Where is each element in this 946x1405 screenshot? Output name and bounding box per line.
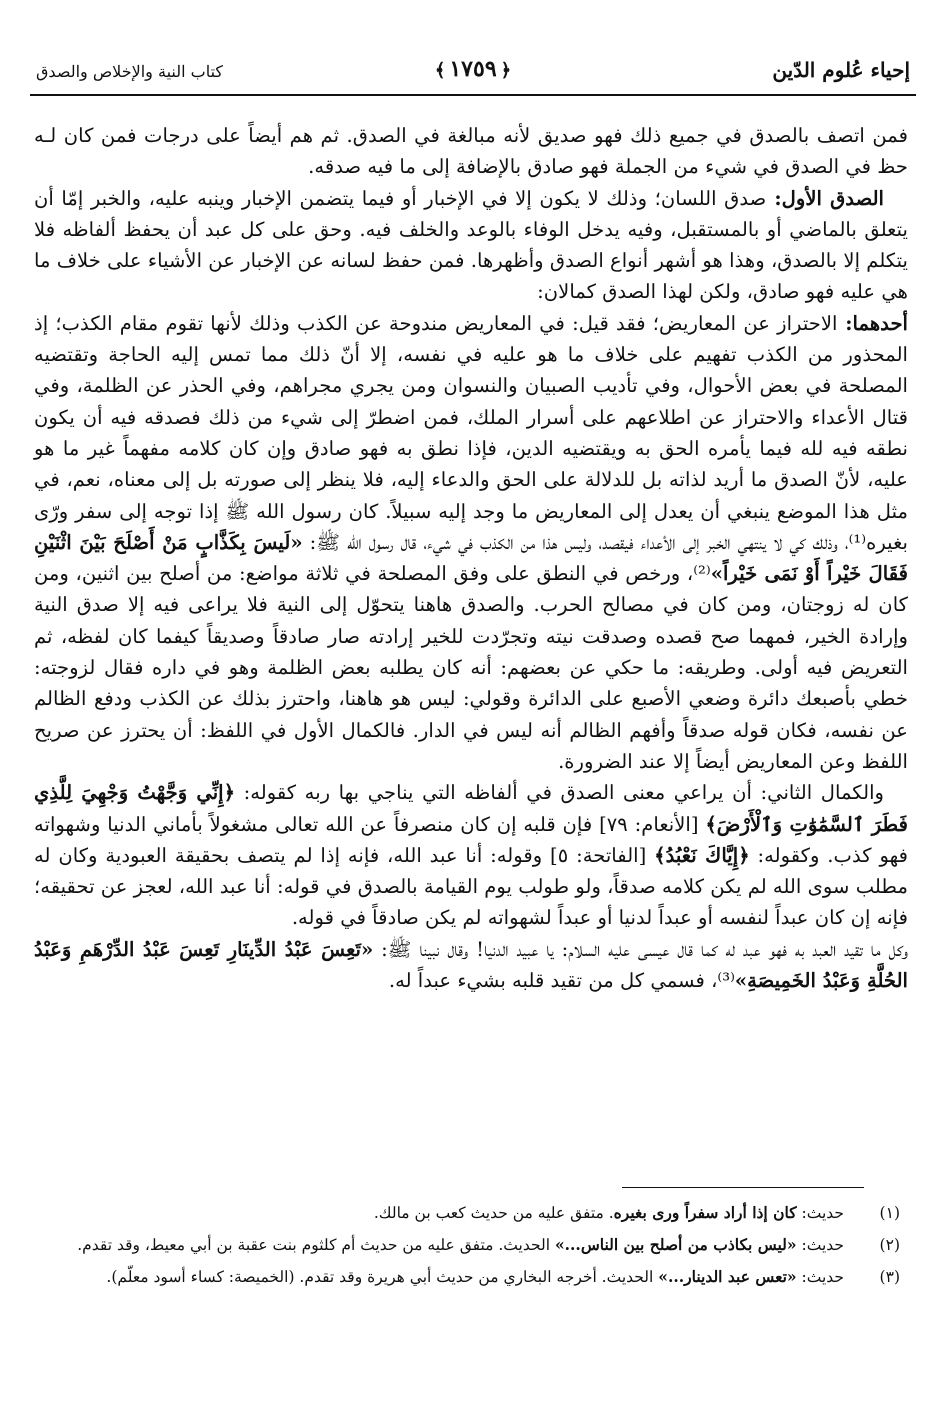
footnotes [30,1200,902,1296]
running-header [30,52,916,96]
footnote: (٢) حديث: «ليس بكاذب من أصلح بين الناس...» الحديث. متفق عليه من حديث أم كلثوم بنت عقبة بن أبي معيط، وقد تقدم. [77,1235,900,1254]
ornament-right: ﴿ [500,60,512,81]
heading-inline: الصدق الأول: [766,186,884,210]
chapter-title: كتاب النية والإخلاص والصدق [36,62,224,81]
heading-inline: أحدهما: [837,311,908,335]
main-text [34,120,908,996]
paragraph: وكل ما تقيد العبد به فهو عبد له كما قال عيسى عليه السلام: يا عبيد الدنيا! وقال نبينا ﷺ: «تَعِسَ عَبْدُ الدِّينَارِ تَعِسَ عَبْدُ الدِّرْهَمِ وَعَبْدُ الحُلَّةِ وَعَبْدُ الخَمِيصَةِ»⁽³⁾، فسمي كل من تقيد قلبه بشيء عبداً له. [34,937,908,993]
paragraph: والكمال الثاني: أن يراعي معنى الصدق في ألفاظه التي يناجي بها ربه كقوله: ﴿إِنِّي وَجَّهْتُ وَجْهِيَ لِلَّذِي فَطَرَ ٱلسَّمَٰوَٰتِ وَٱلْأَرْضَ﴾ [الأنعام: ٧٩] فإن قلبه إن كان منصرفاً عن الله تعالى مشغولاً بأماني الدنيا وشهواته فهو كذب. وكقوله: ﴿إِيَّاكَ نَعْبُدُ﴾ [الفاتحة: ٥] وقوله: أنا عبد الله، فإنه إذا لم يتصف بحقيقة العبودية وكان له مطلب سوى الله لم يكن كلامه صدقاً، ولو طولب يوم القيامة بالصدق في قوله: أنا عبد الله، لعجز عن تحقيقه؛ فإنه إن كان عبداً لنفسه أو عبداً لدنيا أو عبداً لشهواته لم يكن صادقاً في قوله. [34,781,908,930]
page-number [431,56,515,82]
book-title: إحياء عُلوم الدّين [772,58,910,82]
hadith-quote: «تَعِسَ عَبْدُ الدِّينَارِ تَعِسَ عَبْدُ الدِّرْهَمِ وَعَبْدُ الحُلَّةِ وَعَبْدُ الخَمِيصَةِ» [34,937,908,993]
page-number-value: ١٧٥٩ [449,56,497,82]
paragraph: أحدهما: الاحتراز عن المعاريض؛ فقد قيل: في المعاريض مندوحة عن الكذب وذلك لأنها تقوم مقام الكذب؛ إذ المحذور من الكذب تفهيم على خلاف ما هو عليه في نفسه، إلا أنّ ذلك مما تمس إليه الحاجة وتقتضيه المصلحة في بعض الأحوال، وفي تأديب الصبيان والنسوان ومن يجري مجراهم، وفي الحذر عن الظلمة، وفي قتال الأعداء والاحتراز عن اطلاعهم على أسرار الملك، فمن اضطرّ إلى شيء من ذلك فصدقه فيه أن يكون نطقه فيه لله فيما يأمره الحق به ويقتضيه الدين، فإذا نطق به فهو صادق وإن كان كلامه مفهماً غير ما هو عليه، لأنّ الصدق ما أريد لذاته بل للدلالة على الحق والدعاء إليه، فلا ينظر إلى صورته بل إلى معناه، نعم، في مثل هذا الموضع ينبغي أن يعدل إلى المعاريض ما وجد إليه سبيلاً. كان رسول الله ﷺ إذا توجه إلى سفر ورّى بغيره⁽¹⁾، وذلك كي لا ينتهي الخبر إلى الأعداء فيقصد، وليس هذا من الكذب في شيء، قال رسول الله ﷺ: «لَيسَ بِكَذَّابٍ مَنْ أَصْلَحَ بَيْنَ اثْنَيْنِ فَقَالَ خَيْراً أَوْ نَمَى خَيْراً»⁽²⁾، ورخص في النطق على وفق المصلحة في ثلاثة مواضع: من أصلح بين اثنين، ومن كان له زوجتان، ومن كان في مصالح الحرب. والصدق هاهنا يتحوّل إلى النية فلا يراعى فيه إلا صدق النية وإرادة الخير، فمهما صح قصده وصدقت نيته وتجرّدت للخير إرادته صار صادقاً وصديقاً كيفما كان لفظه، ثم التعريض فيه أولى. وطريقه: ما حكي عن بعضهم: أنه كان يطلبه بعض الظلمة وهو في داره فقال لزوجته: خطي بأصبعك دائرة وضعي الأصبع على الدائرة وقولي: ليس هو هاهنا، واحترز بذلك عن الكذب ودفع الظالم عن نفسه، فكان قوله صدقاً وأفهم الظالم أنه ليس في الدار. فالكمال الأول في اللفظ: أن يحترز عن صريح اللفظ وعن المعاريض أيضاً إلا عند الضرورة. [34,311,908,773]
quran-quote: ﴿إِنِّي وَجَّهْتُ وَجْهِيَ لِلَّذِي فَطَرَ ٱلسَّمَٰوَٰتِ وَٱلْأَرْضَ﴾ [34,781,908,836]
footnote-divider [622,1187,864,1188]
hadith-quote: «لَيسَ بِكَذَّابٍ مَنْ أَصْلَحَ بَيْنَ اثْنَيْنِ فَقَالَ خَيْراً أَوْ نَمَى خَيْراً» [34,530,908,586]
footnote: (٣) حديث: «تعس عبد الدينار...» الحديث. أخرجه البخاري من حديث أبي هريرة وقد تقدم. (الخميصة: كساء أسود معلّم). [106,1267,900,1286]
footnote: (١) حديث: كان إذا أراد سفراً ورى بغيره. متفق عليه من حديث كعب بن مالك. [373,1203,900,1222]
paragraph: الصدق الأول: صدق اللسان؛ وذلك لا يكون إلا في الإخبار أو فيما يتضمن الإخبار وينبه عليه، والخبر إمّا أن يتعلق بالماضي أو بالمستقبل، وفيه يدخل الوفاء بالوعد والخلف فيه. وحق على كل عبد أن يحفظ ألفاظه فلا يتكلم إلا بالصدق، وهذا هو أشهر أنواع الصدق وأظهرها. فمن حفظ لسانه عن الإخبار عن الأشياء على خلاف ما هي عليه فهو صادق، ولكن لهذا الصدق كمالان: [34,186,908,304]
paragraph: فمن اتصف بالصدق في جميع ذلك فهو صديق لأنه مبالغة في الصدق. ثم هم أيضاً على درجات فمن كان لـه حظ في الصدق في شيء من الجملة فهو صادق بالإضافة إلى ما فيه صدقه. [34,124,908,179]
quran-quote: ﴿إِيَّاكَ نَعْبُدُ﴾ [654,843,750,867]
ornament-left: ﴾ [434,60,446,81]
